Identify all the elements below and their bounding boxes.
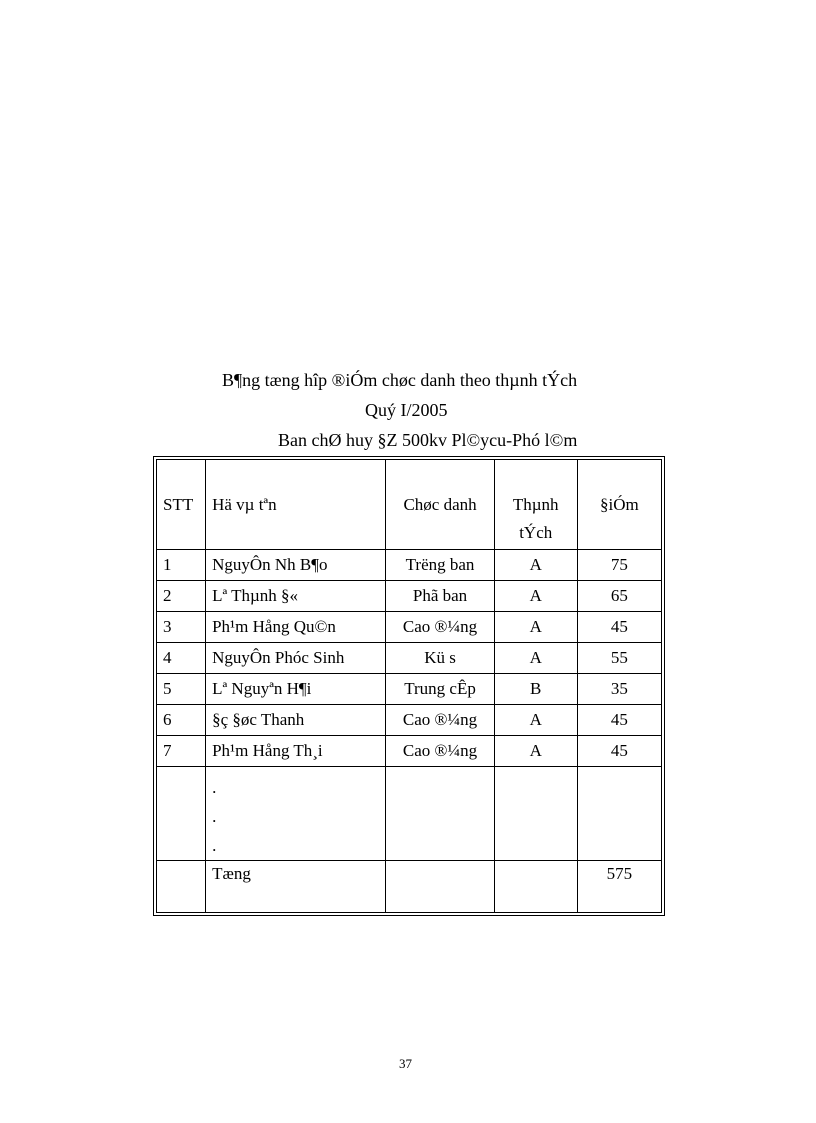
cell-score: 65 (577, 581, 661, 612)
total-score: 575 (577, 861, 661, 913)
cell-grade: A (494, 581, 577, 612)
header-score: §iÓm (577, 460, 661, 550)
cell-role: Trung cÊp (386, 674, 494, 705)
ellipsis-dot: . (212, 778, 217, 797)
page-number: 37 (399, 1056, 412, 1071)
cell-role: Cao ®¼ng (386, 736, 494, 767)
table-row (157, 643, 662, 674)
quarter-subtitle: Quý I/2005 (365, 400, 448, 420)
cell-name: §ç §øc Thanh (206, 705, 386, 736)
cell-grade: A (494, 550, 577, 581)
cell-stt: 5 (157, 674, 206, 705)
cell-role: Kü s (386, 643, 494, 674)
ellipsis-dot: . (212, 807, 217, 826)
cell-score: 45 (577, 705, 661, 736)
cell-grade: A (494, 705, 577, 736)
table-title: B¶ng tæng hîp ®iÓm chøc danh theo thµnh tÝch (222, 370, 578, 390)
cell-score: 35 (577, 674, 661, 705)
table-row (157, 736, 662, 767)
cell-score: 55 (577, 643, 661, 674)
table-row (157, 705, 662, 736)
cell-grade: A (494, 612, 577, 643)
score-table (156, 459, 662, 913)
cell-role: Cao ®¼ng (386, 612, 494, 643)
unit-subtitle: Ban chØ huy §Z 500kv Pl©ycu-Phó l©m (278, 430, 578, 450)
table-row (157, 581, 662, 612)
total-label: Tæng (206, 861, 386, 913)
cell-grade: B (494, 674, 577, 705)
cell-name: Ph¹m Hång Qu©n (206, 612, 386, 643)
cell-name: NguyÔn Phóc Sinh (206, 643, 386, 674)
cell-role: Cao ®¼ng (386, 705, 494, 736)
cell-score: 75 (577, 550, 661, 581)
cell-score: 45 (577, 612, 661, 643)
header-stt: STT (157, 460, 206, 550)
header-grade: Thµnh tÝch (494, 460, 577, 550)
total-row (157, 861, 662, 913)
cell-stt: 4 (157, 643, 206, 674)
cell-stt: 2 (157, 581, 206, 612)
ellipsis-dot: . (212, 836, 217, 855)
cell-role: Trëng ban (386, 550, 494, 581)
cell-role: Phã ban (386, 581, 494, 612)
ellipsis-row (157, 767, 662, 861)
table-row (157, 612, 662, 643)
table-row (157, 674, 662, 705)
ellipsis-cell (206, 767, 386, 861)
table-row (157, 550, 662, 581)
header-role: Chøc danh (386, 460, 494, 550)
cell-grade: A (494, 643, 577, 674)
header-name: Hä vµ tªn (206, 460, 386, 550)
cell-name: Lª Thµnh §« (206, 581, 386, 612)
cell-stt: 3 (157, 612, 206, 643)
cell-stt: 1 (157, 550, 206, 581)
cell-name: Lª Nguyªn H¶i (206, 674, 386, 705)
cell-stt: 7 (157, 736, 206, 767)
cell-stt: 6 (157, 705, 206, 736)
cell-name: Ph¹m Hång Th¸i (206, 736, 386, 767)
cell-name: NguyÔn Nh B¶o (206, 550, 386, 581)
table-header-row (157, 460, 662, 550)
cell-score: 45 (577, 736, 661, 767)
cell-grade: A (494, 736, 577, 767)
